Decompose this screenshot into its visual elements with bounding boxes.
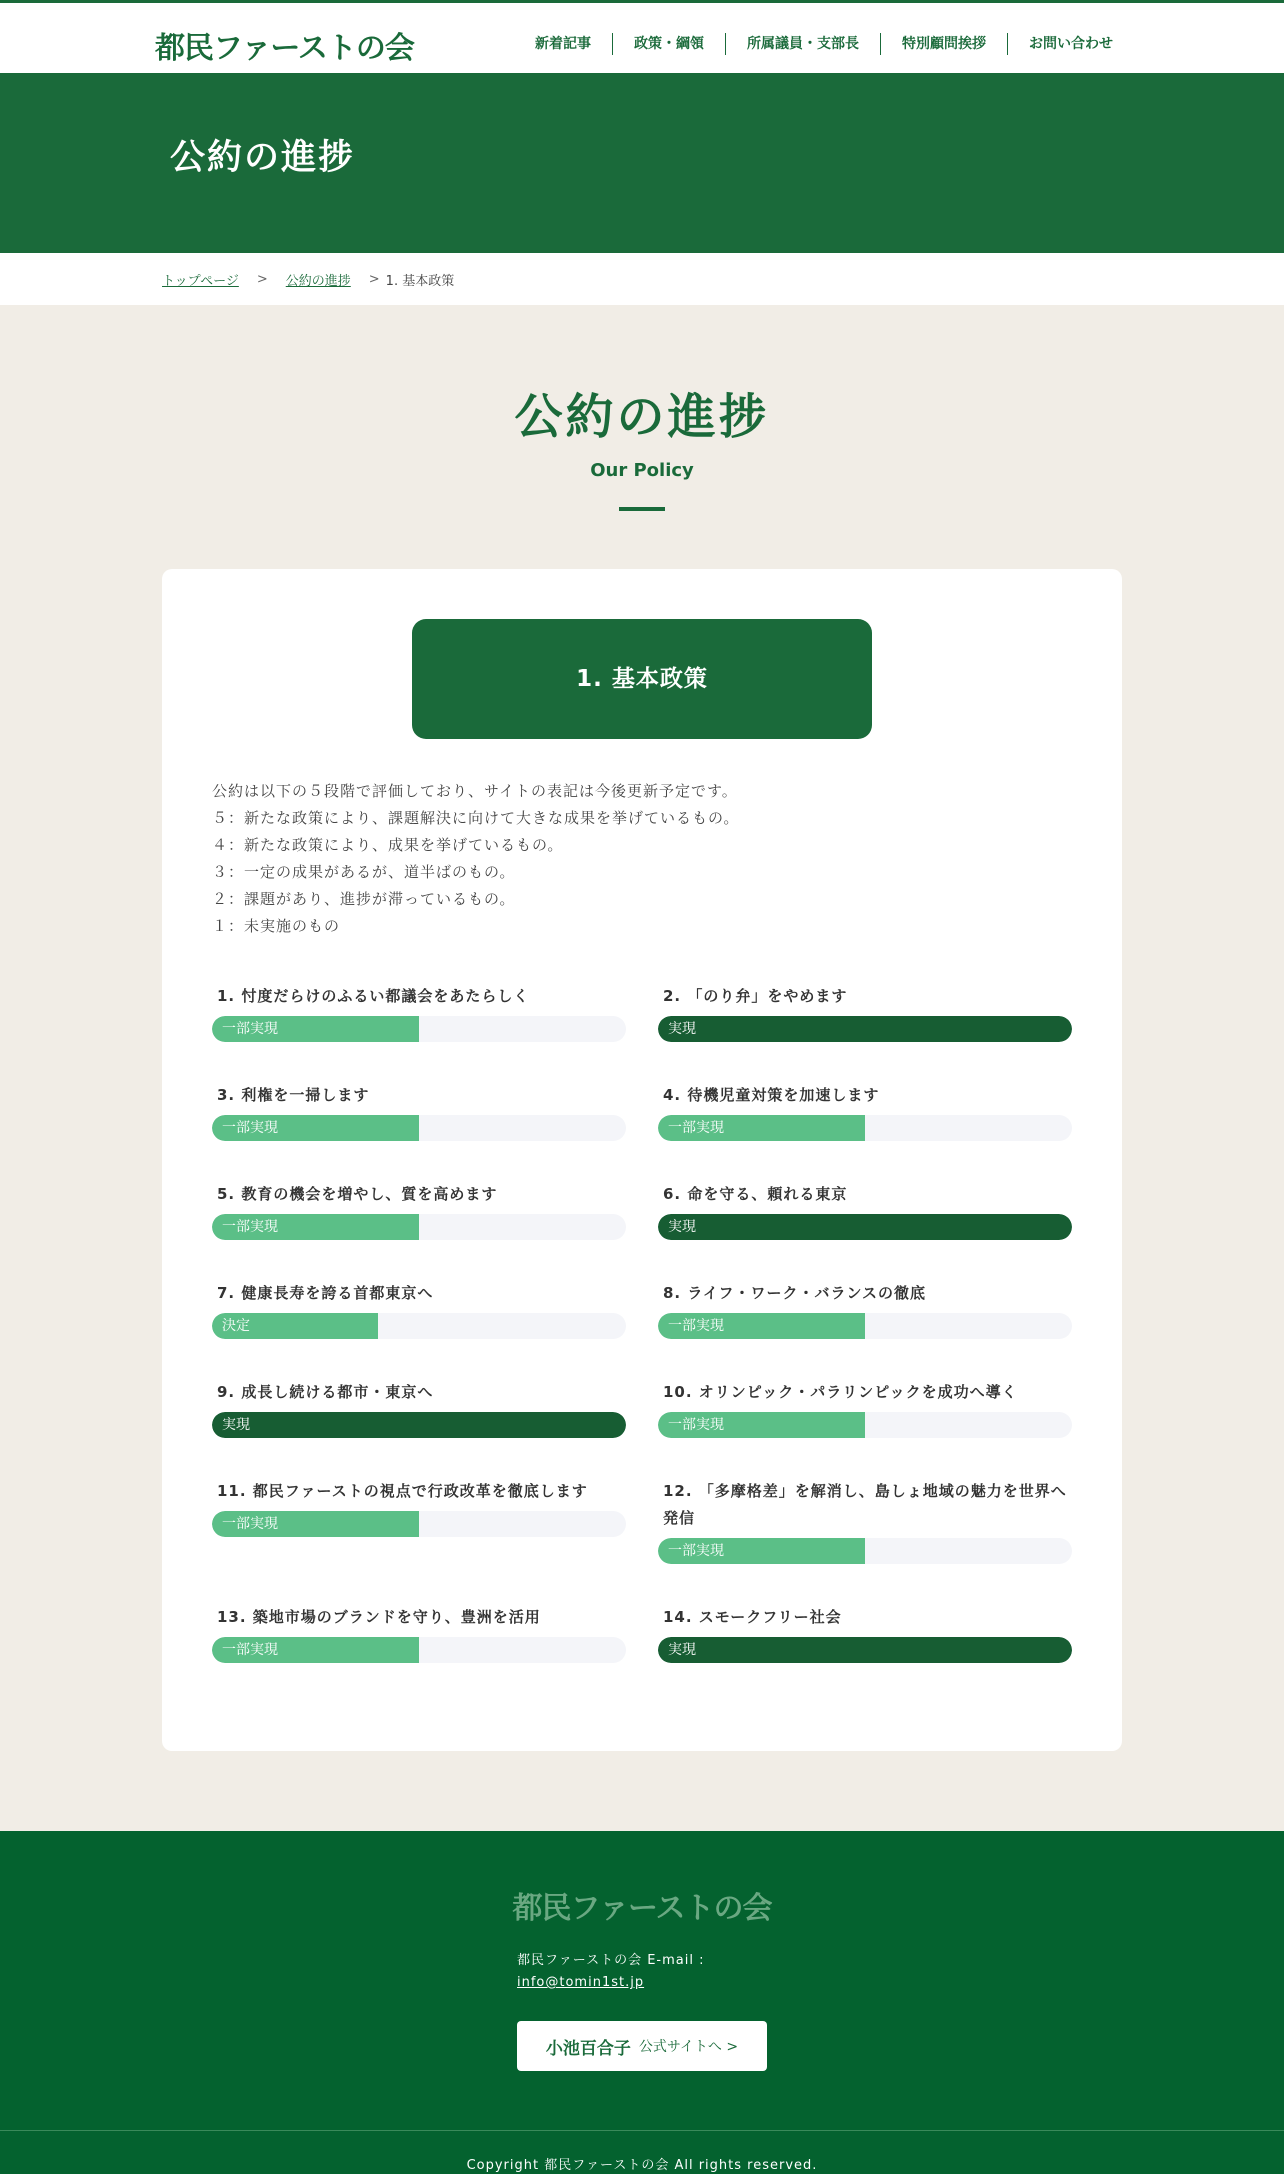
policy-item-title: 5. 教育の機会を増やし、質を高めます [217,1185,498,1203]
progress-fill: 一部実現 [212,1115,419,1141]
breadcrumb-separator: > [368,272,380,287]
description-line: 公約は以下の５段階で評価しており、サイトの表記は今後更新予定です。 [212,782,738,800]
progress-fill: 一部実現 [658,1412,865,1438]
policy-item-title: 8. ライフ・ワーク・バランスの徹底 [663,1284,927,1302]
policy-item [212,1379,626,1438]
policy-item-title: 7. 健康長寿を誇る首都東京へ [217,1284,434,1302]
policy-item-title: 10. オリンピック・パラリンピックを成功へ導く [663,1383,1018,1401]
nav-item-advisor[interactable]: 特別顧問挨拶 [880,33,1007,55]
progress-fill: 実現 [212,1412,626,1438]
description-line: ４：新たな政策により、成果を挙げているもの。 [212,836,564,854]
policy-item-title: 12. 「多摩格差」を解消し、島しょ地域の魅力を世界へ発信 [663,1482,1067,1527]
progress-track [658,1412,1072,1438]
policy-item-title: 14. スモークフリー社会 [663,1608,842,1626]
footer-divider [0,2130,1284,2131]
breadcrumb-separator: > [256,272,268,287]
progress-track [658,1313,1072,1339]
breadcrumb [0,253,1284,305]
policy-item [658,1604,1072,1663]
policy-item [212,983,626,1042]
progress-fill: 一部実現 [212,1016,419,1042]
progress-fill: 実現 [658,1016,1072,1042]
main-nav [514,33,1134,55]
policy-item [658,1478,1072,1564]
description-line: ２：課題があり、進捗が滞っているもの。 [212,890,516,908]
progress-fill: 実現 [658,1214,1072,1240]
title-underline [619,507,665,511]
progress-track [212,1412,626,1438]
policy-item [658,1280,1072,1339]
policy-item-title: 1. 忖度だらけのふるい都議会をあたらしく [217,987,530,1005]
policy-item-title: 11. 都民ファーストの視点で行政改革を徹底します [217,1482,588,1500]
button-sub: 公式サイトへ > [638,2039,739,2055]
footer-logo[interactable]: 都民ファーストの会 [512,1891,772,1926]
progress-track [658,1538,1072,1564]
footer-mail-label: 都民ファーストの会 E-mail : [517,1953,705,1968]
description-line: ３：一定の成果があるが、道半ばのもの。 [212,863,516,881]
nav-item-policy[interactable]: 政策・綱領 [612,33,725,55]
progress-fill: 一部実現 [658,1538,865,1564]
progress-fill: 一部実現 [658,1313,865,1339]
policy-item [212,1280,626,1339]
progress-track [212,1637,626,1663]
site-footer [0,1831,1284,2174]
progress-fill: 決定 [212,1313,378,1339]
progress-track [212,1313,626,1339]
description-line: １：未実施のもの [212,917,341,935]
policy-item-title: 9. 成長し続ける都市・東京へ [217,1383,434,1401]
progress-track [658,1637,1072,1663]
policy-item [212,1604,626,1663]
nav-item-news[interactable]: 新着記事 [535,36,591,52]
policy-item [658,1181,1072,1240]
copyright: Copyright 都民ファーストの会 All rights reserved. [466,2158,818,2173]
progress-track [212,1016,626,1042]
policy-item [212,1082,626,1141]
policy-item [212,1478,626,1537]
policy-item-title: 2. 「のり弁」をやめます [663,987,848,1005]
nav-item-contact[interactable]: お問い合わせ [1007,33,1134,55]
progress-track [212,1115,626,1141]
breadcrumb-home-link[interactable]: トップページ [162,274,239,289]
policy-category-heading: 1. 基本政策 [412,619,872,739]
evaluation-description [212,778,739,940]
policy-item [658,1082,1072,1141]
progress-fill: 一部実現 [212,1637,419,1663]
progress-track [658,1115,1072,1141]
progress-track [658,1016,1072,1042]
policy-item-title: 3. 利権を一掃します [217,1086,370,1104]
progress-fill: 一部実現 [212,1214,419,1240]
progress-track [658,1214,1072,1240]
progress-fill: 実現 [658,1637,1072,1663]
policy-item-title: 6. 命を守る、頼れる東京 [663,1185,848,1203]
page-title: 公約の進捗 [514,389,770,445]
policy-item [212,1181,626,1240]
hero-title: 公約の進捗 [170,138,356,178]
site-header [0,0,1284,73]
footer-mail-link[interactable]: info@tomin1st.jp [517,1975,645,1990]
description-line: ５：新たな政策により、課題解決に向けて大きな成果を挙げているもの。 [212,809,740,827]
progress-fill: 一部実現 [212,1511,419,1537]
nav-item-members[interactable]: 所属議員・支部長 [725,33,880,55]
policy-item [658,983,1072,1042]
koike-official-site-button[interactable] [517,2021,767,2071]
page-subtitle: Our Policy [590,460,694,481]
breadcrumb-parent-link[interactable]: 公約の進捗 [285,274,351,289]
policy-item-title: 13. 築地市場のブランドを守り、豊洲を活用 [217,1608,541,1626]
site-logo[interactable]: 都民ファーストの会 [155,31,414,66]
hero-banner [0,73,1284,253]
breadcrumb-current: 1. 基本政策 [385,274,455,289]
policy-card [162,569,1122,1751]
footer-contact [517,1950,705,1994]
policy-item [658,1379,1072,1438]
progress-track [212,1511,626,1537]
policy-item-title: 4. 待機児童対策を加速します [663,1086,880,1104]
progress-track [212,1214,626,1240]
button-name: 小池百合子 [545,2038,631,2059]
progress-fill: 一部実現 [658,1115,865,1141]
